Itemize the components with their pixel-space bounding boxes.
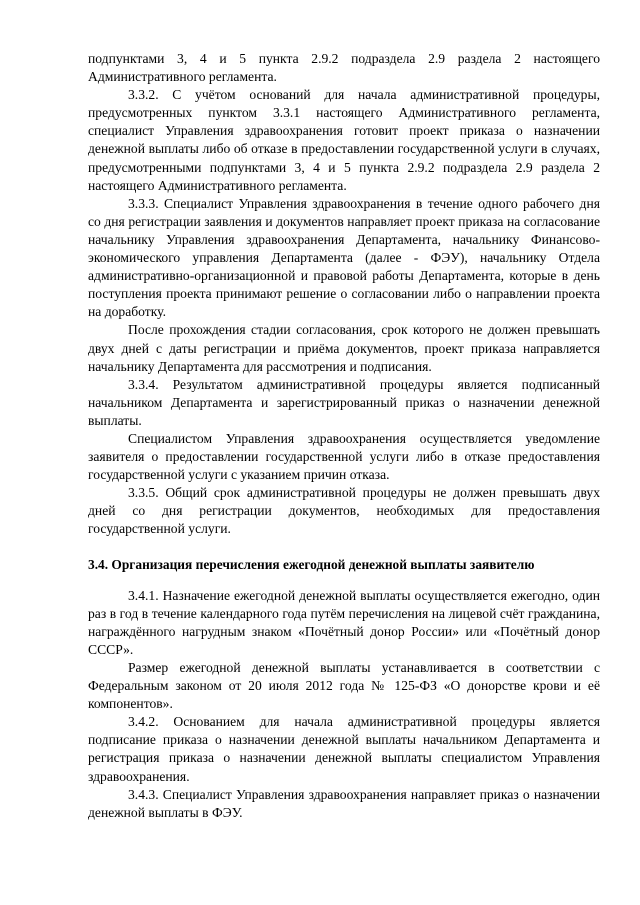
paragraph-approval-stage: После прохождения стадии согласования, срок которого не должен превышать двух дней с даты регистрации и приёма документов, проект приказа направляется начальнику Департамента для рассмотрения и подписания.: [88, 322, 600, 374]
section-heading-3-4: 3.4. Организация перечисления ежегодной денежной выплаты заявителю: [88, 556, 535, 572]
document-page: [88, 50, 600, 822]
paragraph-notification: Специалистом Управления здравоохранения осуществляется уведомление заявителя о предоставлении государственной услуги либо в отказе предоставления государственной услуги с указанием причин отказа.: [88, 430, 600, 483]
paragraph-continuation: подпунктами 3, 4 и 5 пункта 2.9.2 подраздела 2.9 раздела 2 настоящего Административного регламента.: [88, 51, 600, 85]
paragraph-3-3-2: 3.3.2. С учётом оснований для начала административной процедуры, предусмотренных пунктом 3.3.1 настоящего Административного регламента, специалист Управления здравоохранения готовит проект приказа о назначении денежной выплаты либо об отказе в предоставлении государственной услуги в случаях, предусмотренными подпунктами 3, 4 и 5 пункта 2.9.2 подраздела 2.9 раздела 2 настоящего Административного регламента.: [88, 87, 600, 193]
paragraph-3-3-3: 3.3.3. Специалист Управления здравоохранения в течение одного рабочего дня со дня регистрации заявления и документов направляет проект приказа на согласование начальнику Управления здравоохранения Департамента, начальнику Финансово-экономического управления Департамента (далее - ФЭУ), начальнику Отдела административно-организационной и правовой работы Департамента, которые в день поступления проекта принимают решение о согласовании либо о направлении проекта на доработку.: [88, 195, 600, 320]
paragraph-3-4-1: 3.4.1. Назначение ежегодной денежной выплаты осуществляется ежегодно, один раз в год в течение календарного года путём перечисления на лицевой счёт гражданина, награждённого нагрудным знаком «Почётный донор России» или «Почётный донор СССР».: [88, 587, 600, 657]
paragraph-payment-amount: Размер ежегодной денежной выплаты устанавливается в соответствии с Федеральным законом от 20 июля 2012 года № 125-ФЗ «О донорстве крови и её компонентов».: [88, 660, 600, 712]
paragraph-3-4-2: 3.4.2. Основанием для начала административной процедуры является подписание приказа о назначении денежной выплаты начальником Департамента и регистрация приказа о назначении денежной выплаты специалистом Управления здравоохранения.: [88, 714, 600, 784]
paragraph-3-3-4: 3.3.4. Результатом административной процедуры является подписанный начальником Департамента и зарегистрированный приказ о назначении денежной выплаты.: [88, 376, 600, 428]
paragraph-3-3-5: 3.3.5. Общий срок административной процедуры не должен превышать двух дней со дня регистрации документов, необходимых для предоставления государственной услуги.: [88, 485, 600, 537]
paragraph-3-4-3: 3.4.3. Специалист Управления здравоохранения направляет приказ о назначении денежной выплаты в ФЭУ.: [88, 786, 600, 820]
